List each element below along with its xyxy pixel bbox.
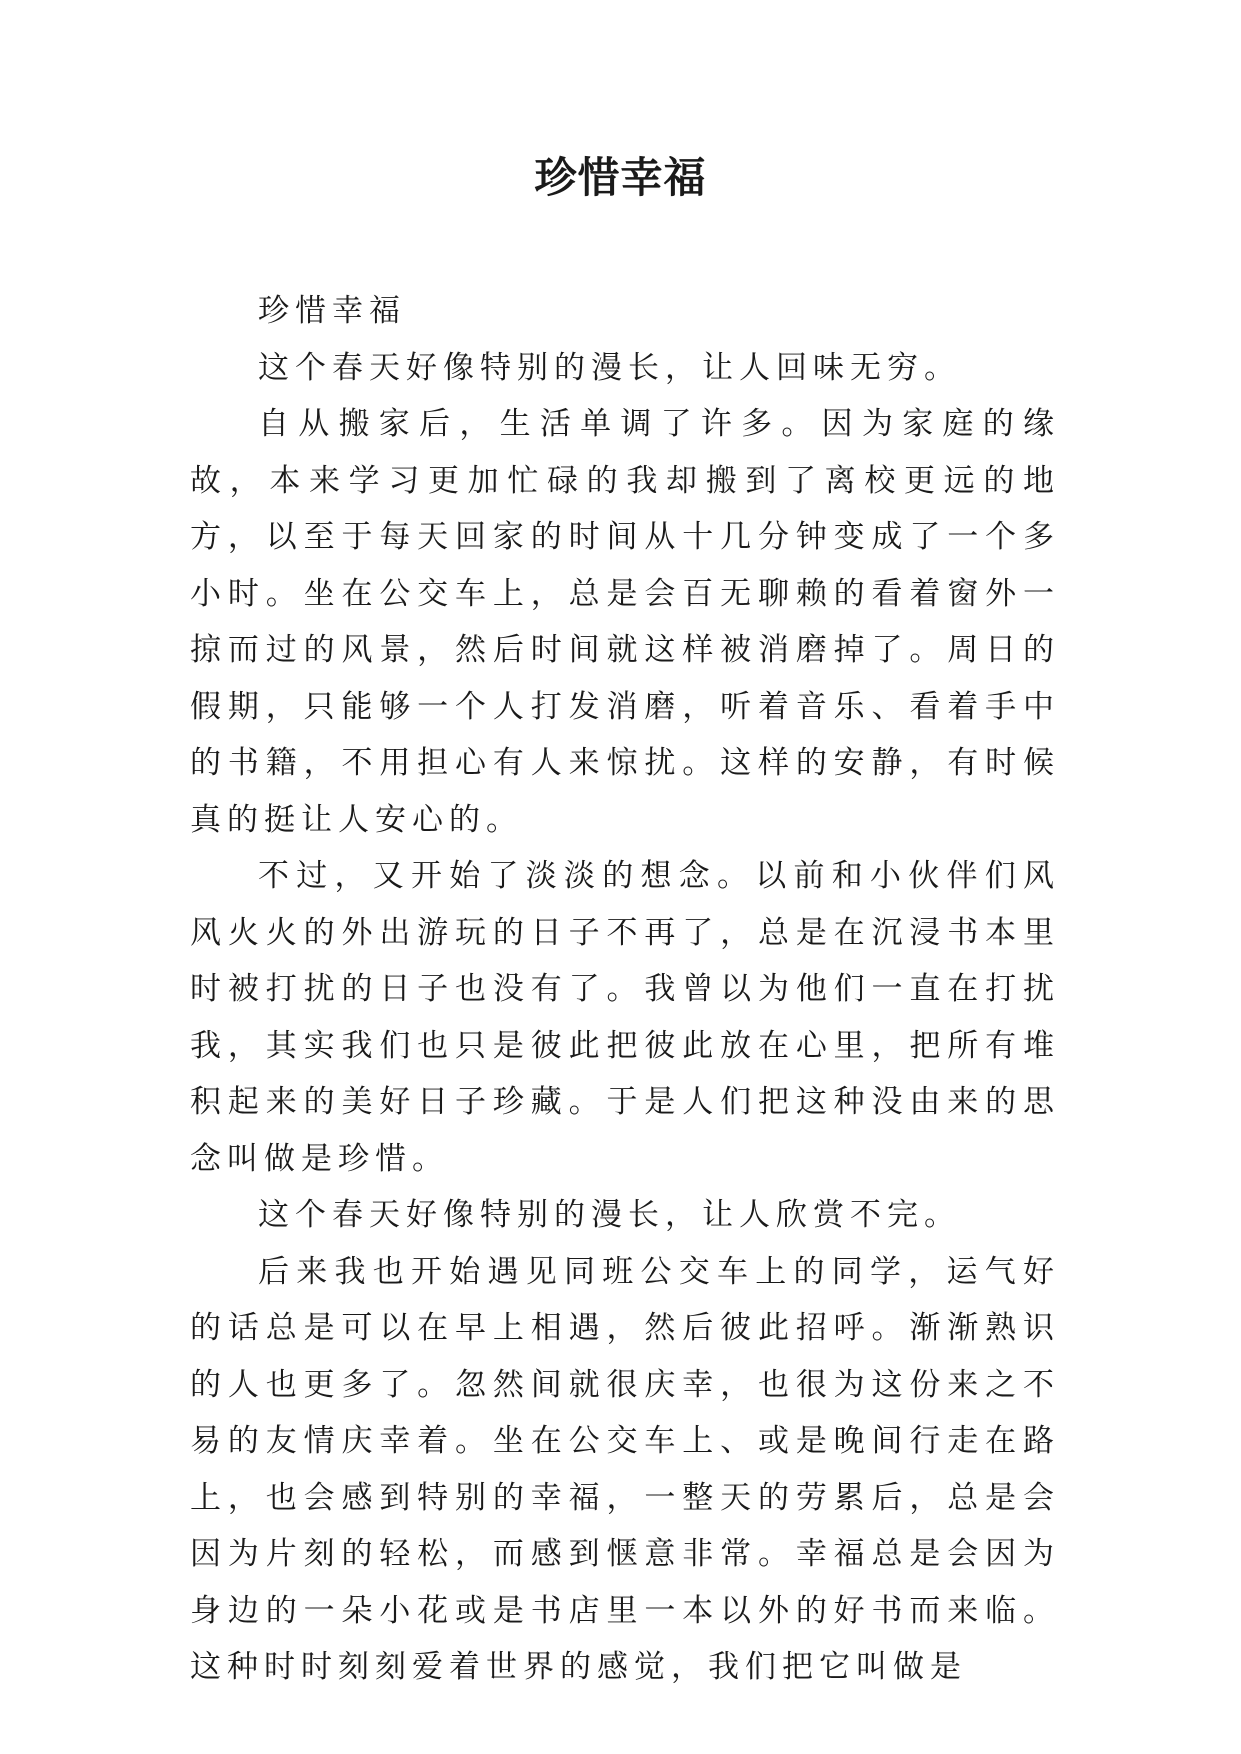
paragraph: 这个春天好像特别的漫长，让人回味无穷。: [258, 349, 961, 386]
document-title: 珍惜幸福: [534, 153, 707, 202]
document-body: [190, 283, 1060, 1696]
paragraph: 这个春天好像特别的漫长，让人欣赏不完。: [258, 1197, 961, 1233]
paragraph-subtitle: 珍惜幸福: [258, 293, 406, 329]
paragraph: 不过，又开始了淡淡的想念。以前和小伙伴们风风火火的外出游玩的日子不再了，总是在沉浸书本里时被打扰的日子也没有了。我曾以为他们一直在打扰我，其实我们也只是彼此把彼此放在心里，把所有堆积起来的美好日子珍藏。于是人们把这种没由来的思念叫做是珍惜。: [190, 858, 1060, 1177]
paragraph: 自从搬家后，生活单调了许多。因为家庭的缘故，本来学习更加忙碌的我却搬到了离校更远的地方，以至于每天回家的时间从十几分钟变成了一个多小时。坐在公交车上，总是会百无聊赖的看着窗外一掠而过的风景，然后时间就这样被消磨掉了。周日的假期，只能够一个人打发消磨，听着音乐、看着手中的书籍，不用担心有人来惊扰。这样的安静，有时候真的挺让人安心的。: [190, 406, 1060, 838]
paragraph: 后来我也开始遇见同班公交车上的同学，运气好的话总是可以在早上相遇，然后彼此招呼。渐渐熟识的人也更多了。忽然间就很庆幸，也很为这份来之不易的友情庆幸着。坐在公交车上、或是晚间行走在路上，也会感到特别的幸福，一整天的劳累后，总是会因为片刻的轻松，而感到惬意非常。幸福总是会因为身边的一朵小花或是书店里一本以外的好书而来临。这种时时刻刻爱着世界的感觉，我们把它叫做是: [190, 1253, 1060, 1685]
